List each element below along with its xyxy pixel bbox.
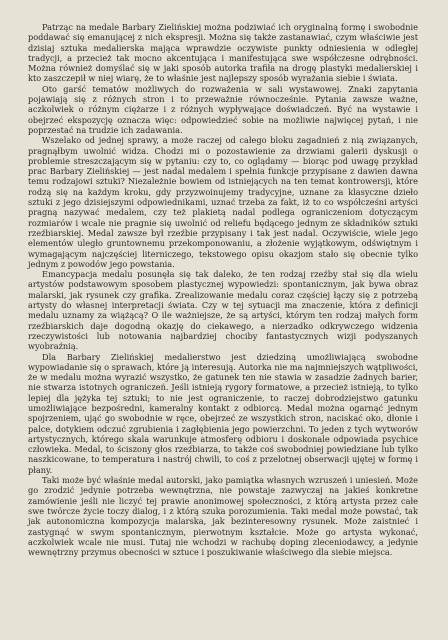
text-column	[28, 22, 418, 557]
paragraph-3: Wszelako od jednej sprawy, a może raczej od całego bloku zagadnień z nią związanych, pragnąłbym uwolnić widza. Chodzi mi o pozostawienie za drzwiami galerii dyskusji o problemie streszczającym się w pytaniu: czy to, co oglądamy — biorąc pod uwagę przykład prac Barbary Zielińskiej — jest nadal medalem i spełnia funkcje przypisane z dawien dawna temu rodzajowi sztuki? Niezależnie bowiem od istniejących na ten temat kontrowersji, które rodzą się na każdym kroku, gdy przyzwoinujemy tradycyjne, uznane za klasyczne dzieło sztuki z jego dzisiejszymi odpowiednikami, uznać trzeba za fakt, iż to co współcześni artyści pragną nazywać medalem, czy też plakietą nadal podlega ograniczeniom dotyczącym rozmiarów i wcale nie pragnie się uwolnić od reliefu będącego jednym ze składników sztuki rzeźbiarskiej. Medal zawsze był rzeźbie przypisany i tak jest nadal. Oczywiście, wiele jego elementów uległo gruntownemu przekomponowaniu, a złożenie wyjątkowym, odświętnym i wymagającym najczęściej literniczego, tekstowego opisu okazjom stało się obecnie tylko jednym z powodów jego powstania.	[28, 135, 418, 269]
paragraph-2: Oto garść tematów możliwych do rozważenia w sali wystawowej. Znaki zapytania pojawiają się z różnych stron i to przeważnie równocześnie. Pytania zawsze ważne, aczkolwiek o różnym ciężarze i z różnych wypływające doświadczeń. Być na wystawie i obejrzeć ekspozycję oznacza więc: odpowiedzieć sobie na możliwie najwięcej pytań, i nie poprzestać na trudzie ich zadawania.	[28, 83, 418, 135]
paragraph-4: Emancypacja medalu posunęła się tak daleko, że ten rodzaj rzeźby stał się dla wielu artystów podstawowym sposobem plastycznej wypowiedzi: spontanicznym, jak bywa obraz malarski, jak rysunek czy grafika. Zrealizowanie medalu coraz częściej łączy się z potrzebą artysty do własnej interpretacji świata. Czy w tej sytuacji ma znaczenie, która z definicji medalu uznamy za wiążącą? O ile ważniejsze, że są artyści, którym ten rodzaj małych form rzeźbiarskich daje dogodną okazję do ciekawego, a nierzadko odkrywczego widzenia rzeczywistości lub notowania najbardziej chociby fantastycznych wizji podyszanych wyobraźnią.	[28, 269, 418, 352]
paragraph-6: Taki może być właśnie medal autorski, jako pamiątka własnych wzruszeń i uniesień. Może go zrodzić jedynie potrzeba wewnętrzna, nie powstaje zazwyczaj na jakieś konkretne zamówienie jeśli nie liczyć tej prawie anonimowej społeczności, z którą artysta przez całe swe twórcze życie toczy dialog, i z którą szuka porozumienia. Taki medal może powstać, tak jak autonomiczna kompozycja malarska, jak bezinteresowny rysunek. Może zaistnieć i zastygnąć w swym spontanicznym, pierwotnym kształcie. Może go artysta wykonać, aczkolwiek wcale nie musi. Tutaj nie wchodzi w rachubę doping zleceniodawcy, a jedynie wewnętrzny przymus obecności w sztuce i poszukiwanie właściwego dla siebie miejsca.	[28, 475, 418, 558]
paragraph-1: Patrząc na medale Barbary Zielińskiej można podziwiać ich oryginalną formę i swobodnie poddawać się emanującej z nich ekspresji. Można się także zastanawiać, czym właściwie jest dzisiaj sztuka medalierska mająca wprawdzie oczywiste punkty odniesienia w odległej tradycji, a przecież tak mocno akcentująca i manifestująca swe współczesne odrębności. Można również domyślać się w jaki sposób autorka trafiła na drogę plastyki medalierskiej i kto zaszczepił w niej wiarę, że to właśnie jest najlepszy sposób wyrażania siebie i świata.	[28, 22, 418, 84]
paragraph-5: Dla Barbary Zielińskiej medalierstwo jest dziedziną umożliwiającą swobodne wypowiadanie się o sprawach, które ją interesują. Autorka nie ma najmniejszych wątpliwości, że w medalu można wyrazić wszystko, że gatunek ten nie stawia w zasadzie żadnych barier, nie stwarza istotnych ograniczeń. Jeśli istnieją rygory formatowe, a przecież istnieją, to tylko lepiej dla jężyka tej sztuki; to nie jest ograniczenie, to raczej dobrodziejstwo gatunku umożliwiające bezpośredni, kameralny kontakt z odbiorcą. Medal można ogarnąć jednym spojrzeniem, ująć go swobodnie w ręce, obejrzeć ze wszystkich stron, naciskać oko, dłonie i palce, dotykiem odczuć zgrubienia i zagłębienia jego powierzchni. To jeden z tych wytworów artystycznych, którego skala warunkuje atmosferę odbioru i doskonale odpowiada psychice człowieka. Medal, to ściszony głos rzeźbiarza, to także coś swobodniej powiedziane lub tylko naszkicowane, to temperatura i nastrój chwili, to coś z przelotnej obserwacji ujętej w formę i płany.	[28, 351, 418, 475]
